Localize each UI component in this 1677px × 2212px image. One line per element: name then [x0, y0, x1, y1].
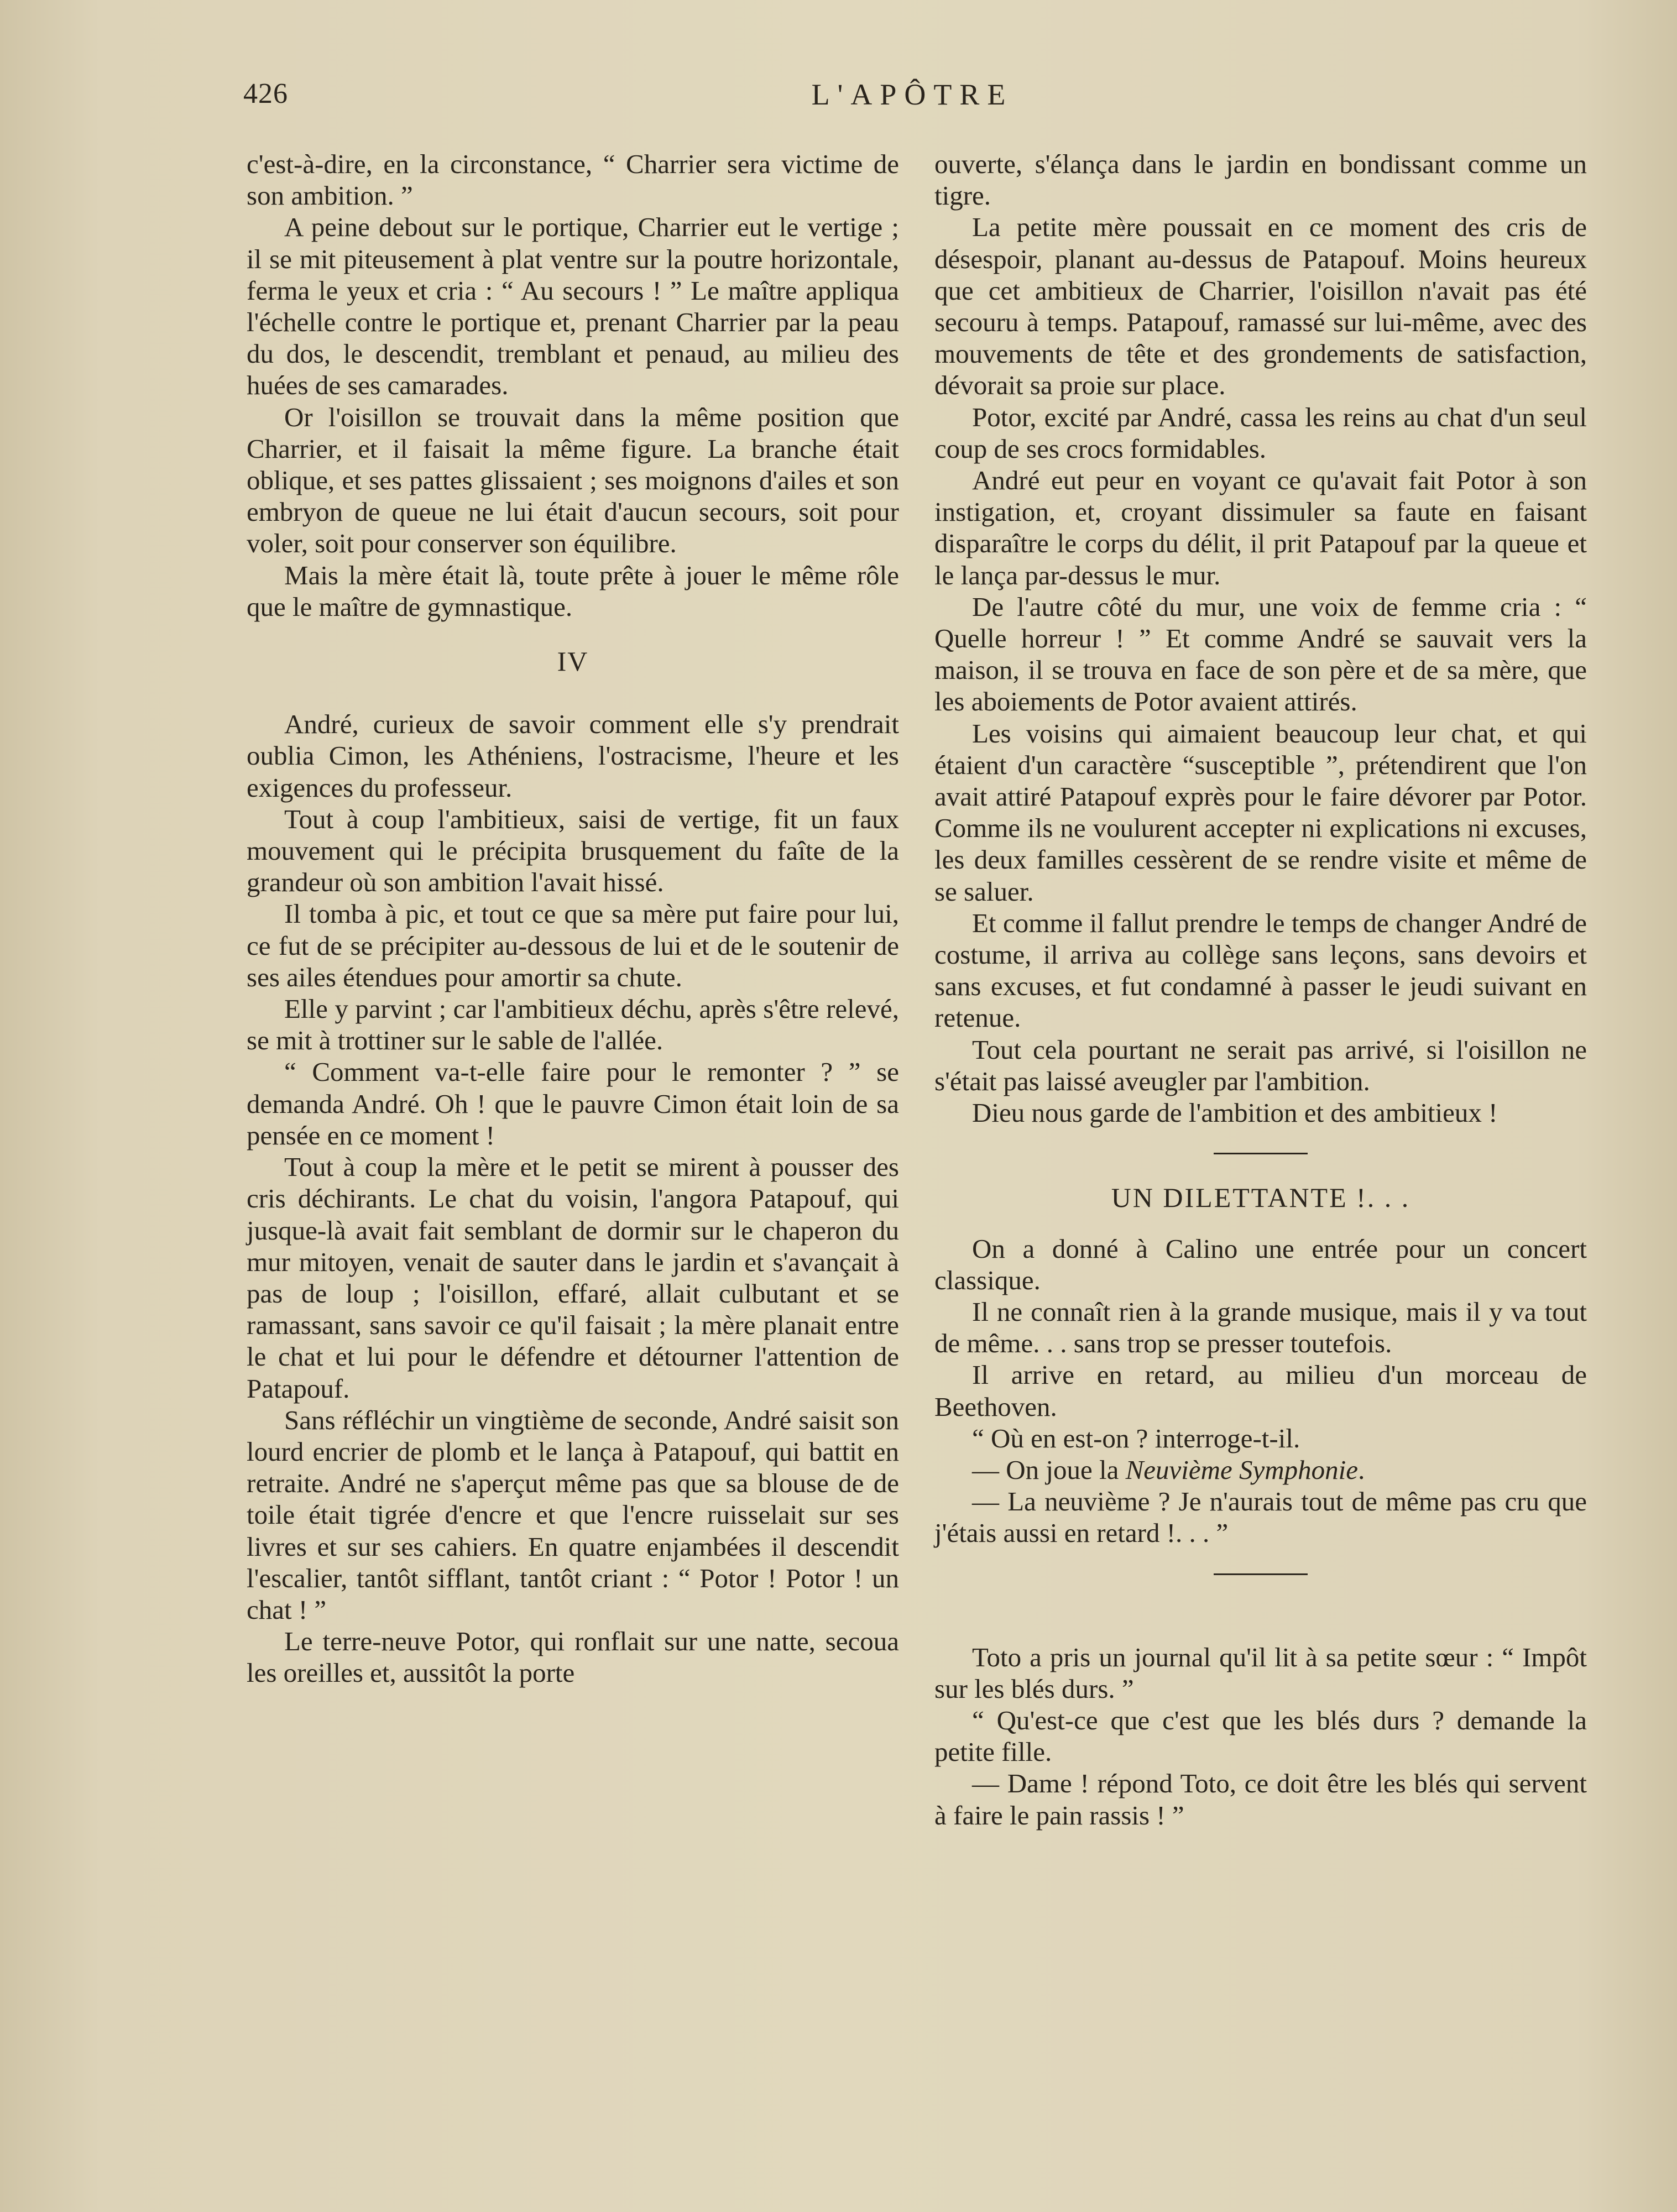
paragraph: Il tomba à pic, et tout ce que sa mère put faire pour lui, ce fut de se précipiter au-dessous de lui et de le soutenir de ses ailes étendues pour amortir sa chute.	[247, 898, 899, 992]
paragraph: Tout cela pourtant ne serait pas arrivé, si l'oisillon ne s'était pas laissé aveugler par l'ambition.	[934, 1034, 1587, 1096]
paragraph: Sans réfléchir un vingtième de seconde, André saisit son lourd encrier de plomb et le lança à Patapouf, qui battit en retraite. André ne s'aperçut même pas que sa blouse de de toile était tigrée d'encre et que l'encre ruisselait sur ses livres et sur ses cahiers. En quatre enjambées il descendit l'escalier, tantôt sifflant, tantôt criant : “ Potor ! Potor ! un chat ! ”	[247, 1404, 899, 1625]
paragraph: ouverte, s'élança dans le jardin en bondissant comme un tigre.	[934, 149, 1587, 211]
paragraph: “ Qu'est-ce que c'est que les blés durs ? demande la petite fille.	[934, 1704, 1587, 1767]
paragraph: Or l'oisillon se trouvait dans la même position que Charrier, et il faisait la même figure. La branche était oblique, et ses pattes glissaient ; ses moignons d'ailes et son embryon de queue ne lui était d'aucun secours, soit pour voler, soit pour conserver son équilibre.	[247, 401, 899, 559]
running-title: L'APÔTRE	[811, 78, 1013, 111]
paragraph: Elle y parvint ; car l'ambitieux déchu, après s'être relevé, se mit à trottiner sur le sable de l'allée.	[247, 993, 899, 1056]
dialogue-prefix: — On joue la	[972, 1454, 1126, 1485]
paragraph: Il arrive en retard, au milieu d'un morceau de Beethoven.	[934, 1359, 1587, 1422]
symphony-title: Neuvième Symphonie	[1125, 1454, 1359, 1485]
paragraph: De l'autre côté du mur, une voix de femme cria : “ Quelle horreur ! ” Et comme André se sauvait vers la maison, il se trouva en face de son père et de sa mère, que les aboiements de Potor avaient attirés.	[934, 591, 1587, 717]
paragraph: Les voisins qui aimaient beaucoup leur chat, et qui étaient d'un caractère “susceptible ”, prétendirent que l'on avait attiré Patapouf exprès pour le faire dévorer par Potor. Comme ils ne voulurent accepter ni explications ni excuses, les deux familles cessèrent de se rendre visite et même de se saluer.	[934, 718, 1587, 907]
paragraph: A peine debout sur le portique, Charrier eut le vertige ; il se mit piteusement à plat ventre sur la poutre horizontale, ferma le yeux et cria : “ Au secours ! ” Le maître appliqua l'échelle contre le portique et, prenant Charrier par la peau du dos, le descendit, tremblant et penaud, au milieu des huées de ses camarades.	[247, 212, 899, 401]
paragraph: — La neuvième ? Je n'aurais tout de même pas cru que j'étais aussi en retard !. . . ”	[934, 1486, 1587, 1549]
right-column	[934, 148, 1587, 1831]
paragraph: Dieu nous garde de l'ambition et des ambitieux !	[972, 1097, 1498, 1128]
section-heading: IV	[557, 646, 589, 677]
separator-rule	[1214, 1153, 1308, 1154]
paragraph: Il ne connaît rien à la grande musique, mais il y va tout de même. . . sans trop se presser toutefois.	[934, 1296, 1587, 1359]
paragraph: Toto a pris un journal qu'il lit à sa petite sœur : “ Impôt sur les blés durs. ”	[934, 1641, 1587, 1704]
dialogue-suffix: .	[1358, 1454, 1365, 1485]
paragraph: Tout à coup l'ambitieux, saisi de vertige, fit un faux mouvement qui le précipita brusquement du faîte de la grandeur où son ambition l'avait hissé.	[247, 803, 899, 898]
paragraph: Tout à coup la mère et le petit se mirent à pousser des cris déchirants. Le chat du voisin, l'angora Patapouf, qui jusque-là avait fait semblant de dormir sur le chaperon du mur mitoyen, venait de sauter dans le jardin et s'avançait à pas de loup ; l'oisillon, effaré, allait culbutant et se ramassant, sans savoir ce qu'il faisait ; la mère planait entre le chat et lui pour le défendre et détourner l'attention de Patapouf.	[247, 1152, 899, 1404]
page-header	[243, 77, 1581, 122]
spacer	[934, 1603, 1587, 1641]
anecdote-title: UN DILETTANTE !. . .	[1111, 1182, 1410, 1214]
paragraph: Et comme il fallut prendre le temps de changer André de costume, il arriva au collège sans leçons, sans devoirs et sans excuses, et fut condamné à passer le jeudi suivant en retenue.	[934, 907, 1587, 1033]
paragraph: André, curieux de savoir comment elle s'y prendrait oublia Cimon, les Athéniens, l'ostracisme, l'heure et les exigences du professeur.	[247, 709, 899, 803]
paragraph: “ Où en est-on ? interroge-t-il.	[972, 1423, 1300, 1453]
paragraph: “ Comment va-t-elle faire pour le remonter ? ” se demanda André. Oh ! que le pauvre Cimon était loin de sa pensée en ce moment !	[247, 1057, 899, 1151]
paragraph: Mais la mère était là, toute prête à jouer le même rôle que le maître de gymnastique.	[247, 559, 899, 622]
paragraph: La petite mère poussait en ce moment des cris de désespoir, planant au-dessus de Patapouf. Moins heureux que cet ambitieux de Charrier, l'oisillon n'avait pas été secouru à temps. Patapouf, ramassé sur lui-même, avec des mouvements de tête et des grondements de satisfaction, dévorait sa proie sur place.	[934, 212, 1587, 401]
paragraph: Potor, excité par André, cassa les reins au chat d'un seul coup de ses crocs formidables.	[934, 401, 1587, 464]
paragraph: — Dame ! répond Toto, ce doit être les blés qui servent à faire le pain rassis ! ”	[934, 1768, 1587, 1831]
paragraph: Le terre-neuve Potor, qui ronflait sur une natte, secoua les oreilles et, aussitôt la porte	[247, 1626, 899, 1688]
page-number: 426	[243, 78, 288, 109]
dialogue-line	[934, 1454, 1587, 1486]
left-column	[247, 148, 899, 1689]
separator-rule	[1214, 1573, 1308, 1575]
paragraph: André eut peur en voyant ce qu'avait fait Potor à son instigation, et, croyant dissimuler sa faute en faisant disparaître le corps du délit, il prit Patapouf par la queue et le lança par-dessus le mur.	[934, 465, 1587, 590]
paragraph: c'est-à-dire, en la circonstance, “ Charrier sera victime de son ambition. ”	[247, 149, 899, 211]
paragraph: On a donné à Calino une entrée pour un concert classique.	[934, 1233, 1587, 1295]
